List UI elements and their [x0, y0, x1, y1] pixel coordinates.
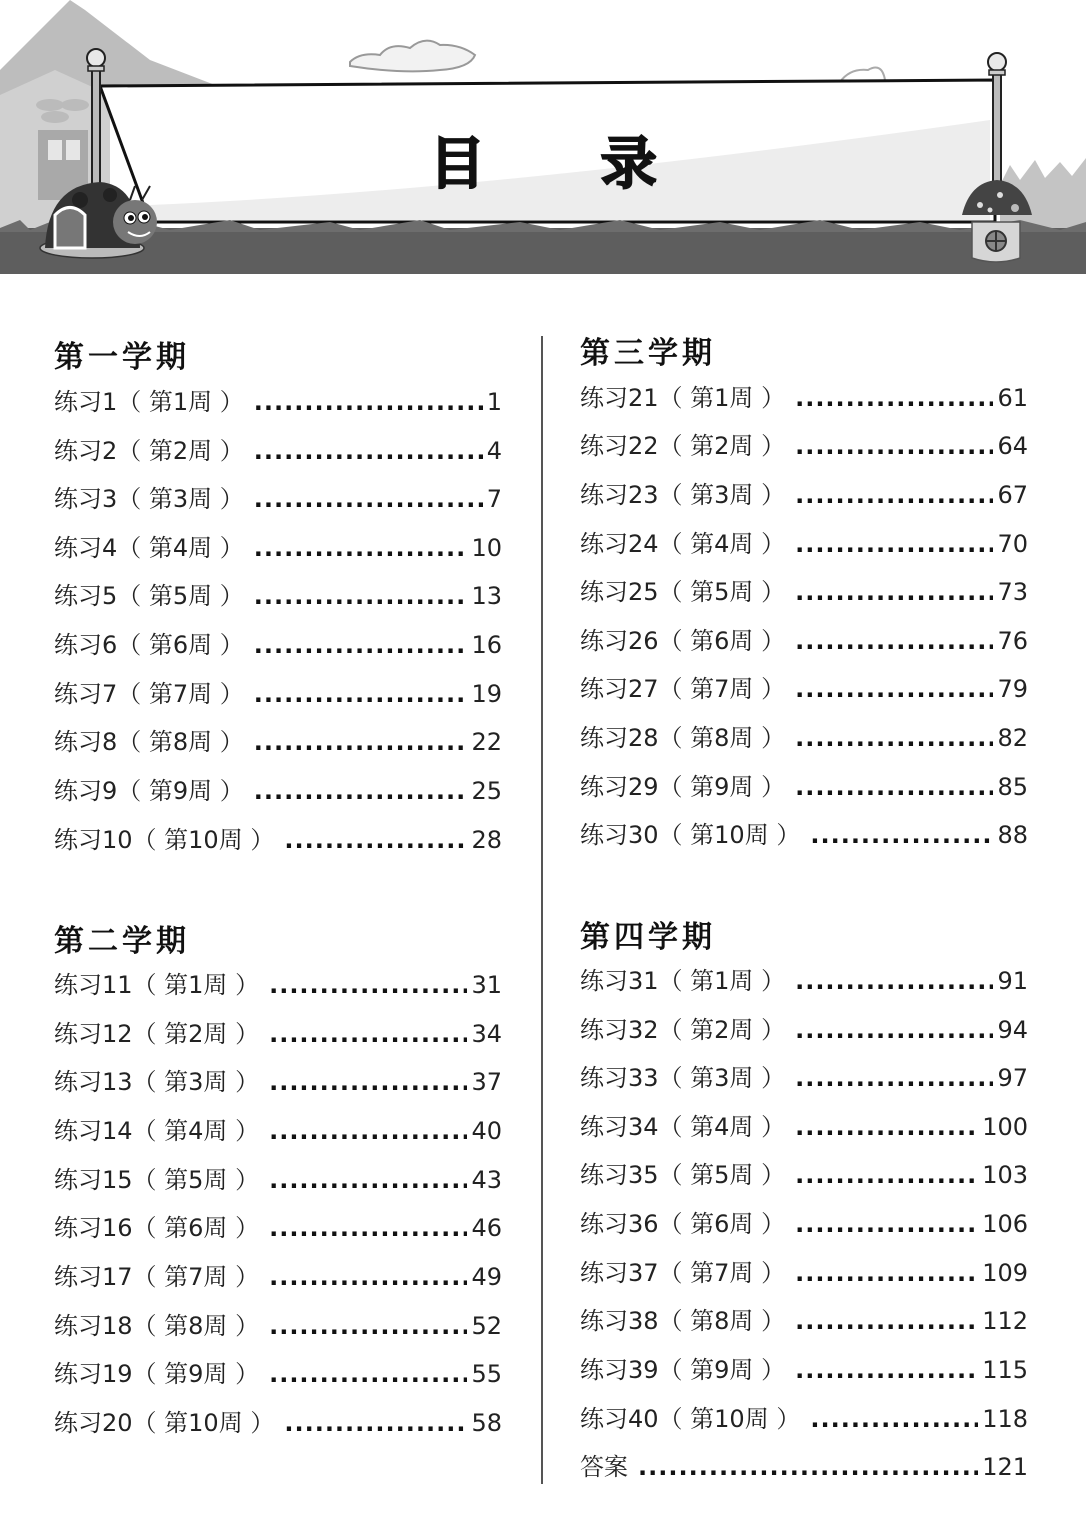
toc-entry[interactable] [54, 965, 502, 1005]
dot-leader [269, 1263, 467, 1291]
toc-entry[interactable] [580, 718, 1028, 758]
page-number: 13 [471, 582, 502, 610]
toc-entry[interactable] [54, 576, 502, 616]
dot-leader [269, 1312, 467, 1340]
dot-leader [795, 1210, 978, 1238]
toc-entry[interactable] [54, 820, 502, 860]
dot-leader [795, 481, 993, 509]
entry-label: 练习20（ 第10周 ） [54, 1409, 275, 1437]
dot-leader [254, 582, 468, 610]
page-number: 94 [997, 1016, 1028, 1044]
entry-label: 练习17（ 第7周 ） [54, 1263, 260, 1291]
toc-entry[interactable] [580, 572, 1028, 612]
page-number: 37 [471, 1068, 502, 1096]
toc-entry[interactable] [580, 669, 1028, 709]
entry-label: 练习32（ 第2周 ） [580, 1016, 786, 1044]
dot-leader [795, 1259, 978, 1287]
entry-label: 练习37（ 第7周 ） [580, 1259, 786, 1287]
toc-entry[interactable] [580, 1058, 1028, 1098]
entry-label: 练习8（ 第8周 ） [54, 728, 244, 756]
entry-label: 练习6（ 第6周 ） [54, 631, 244, 659]
column-divider [541, 336, 543, 1484]
page-number: 61 [997, 384, 1028, 412]
page-number: 46 [471, 1214, 502, 1242]
toc-entry[interactable] [54, 1014, 502, 1054]
entry-label: 练习31（ 第1周 ） [580, 967, 786, 995]
page-number: 115 [982, 1356, 1028, 1384]
dot-leader [269, 1068, 467, 1096]
toc-entry[interactable] [54, 479, 502, 519]
dot-leader [795, 773, 993, 801]
entry-label: 练习16（ 第6周 ） [54, 1214, 260, 1242]
page-number: 88 [997, 821, 1028, 849]
toc-entry[interactable] [580, 1010, 1028, 1050]
toc-entry[interactable] [54, 1306, 502, 1346]
entry-label: 练习22（ 第2周 ） [580, 432, 786, 460]
toc-entry[interactable] [54, 1111, 502, 1151]
dot-leader [284, 826, 467, 854]
toc-entry[interactable] [580, 1155, 1028, 1195]
page-number: 64 [997, 432, 1028, 460]
entry-label: 练习24（ 第4周 ） [580, 530, 786, 558]
entry-label: 练习40（ 第10周 ） [580, 1405, 801, 1433]
entry-label: 练习13（ 第3周 ） [54, 1068, 260, 1096]
dot-leader [810, 821, 993, 849]
toc-entry[interactable] [580, 1107, 1028, 1147]
entry-label: 练习33（ 第3周 ） [580, 1064, 786, 1092]
dot-leader [795, 432, 993, 460]
entry-label: 练习27（ 第7周 ） [580, 675, 786, 703]
toc-entry[interactable] [54, 722, 502, 762]
entry-label: 练习30（ 第10周 ） [580, 821, 801, 849]
section-title: 第一学期 [54, 340, 190, 375]
entry-label: 练习34（ 第4周 ） [580, 1113, 786, 1141]
entry-label: 练习14（ 第4周 ） [54, 1117, 260, 1145]
entry-label: 练习7（ 第7周 ） [54, 680, 244, 708]
dot-leader [795, 1161, 978, 1189]
page-number: 73 [997, 578, 1028, 606]
toc-entry[interactable] [580, 1301, 1028, 1341]
dot-leader [795, 1307, 978, 1335]
toc-entry[interactable] [54, 1208, 502, 1248]
toc-entry[interactable] [580, 961, 1028, 1001]
dot-leader [795, 1356, 978, 1384]
toc-entry[interactable] [580, 378, 1028, 418]
dot-leader [254, 777, 468, 805]
entry-label: 练习11（ 第1周 ） [54, 971, 260, 999]
toc-entry[interactable] [54, 674, 502, 714]
toc-entry[interactable] [54, 1354, 502, 1394]
dot-leader [254, 437, 483, 465]
toc-entry[interactable] [54, 528, 502, 568]
toc-entry[interactable] [580, 621, 1028, 661]
page-number: 19 [471, 680, 502, 708]
page-number: 76 [997, 627, 1028, 655]
toc-entry[interactable] [580, 1204, 1028, 1244]
page-number: 85 [997, 773, 1028, 801]
dot-leader [795, 967, 993, 995]
entry-label: 练习5（ 第5周 ） [54, 582, 244, 610]
dot-leader [795, 675, 993, 703]
dot-leader [795, 578, 993, 606]
cloud-illustration [350, 41, 475, 72]
entry-label: 练习3（ 第3周 ） [54, 485, 244, 513]
page-number: 79 [997, 675, 1028, 703]
page-number: 67 [997, 481, 1028, 509]
toc-entry[interactable] [580, 767, 1028, 807]
dot-leader [795, 530, 993, 558]
toc-entry[interactable] [54, 382, 502, 422]
page-number: 34 [471, 1020, 502, 1048]
page-number: 70 [997, 530, 1028, 558]
dot-leader [795, 1064, 993, 1092]
page-number: 121 [982, 1453, 1028, 1481]
page-number: 1 [486, 388, 502, 416]
entry-label: 练习21（ 第1周 ） [580, 384, 786, 412]
page-number: 7 [486, 485, 502, 513]
entry-label: 练习28（ 第8周 ） [580, 724, 786, 752]
entry-label: 练习23（ 第3周 ） [580, 481, 786, 509]
page-number: 112 [982, 1307, 1028, 1335]
toc-entry[interactable] [580, 524, 1028, 564]
toc-entry[interactable] [54, 771, 502, 811]
page-title: 目 录 [429, 132, 705, 197]
page-number: 31 [471, 971, 502, 999]
page-number: 118 [982, 1405, 1028, 1433]
page-number: 109 [982, 1259, 1028, 1287]
toc-entry-answers[interactable] [580, 1447, 1028, 1487]
toc-entry[interactable] [54, 1160, 502, 1200]
page-number: 103 [982, 1161, 1028, 1189]
dot-leader [269, 1166, 467, 1194]
dot-leader [254, 680, 468, 708]
entry-label: 练习9（ 第9周 ） [54, 777, 244, 805]
entry-label: 练习15（ 第5周 ） [54, 1166, 260, 1194]
toc-entry[interactable] [580, 815, 1028, 855]
page-number: 16 [471, 631, 502, 659]
dot-leader [795, 724, 993, 752]
dot-leader [810, 1405, 978, 1433]
grass-ground [0, 228, 1086, 274]
entry-label: 答案 [580, 1453, 628, 1481]
dot-leader [254, 388, 483, 416]
dot-leader [269, 1117, 467, 1145]
page-number: 28 [471, 826, 502, 854]
page-number: 52 [471, 1312, 502, 1340]
entry-label: 练习18（ 第8周 ） [54, 1312, 260, 1340]
section-title: 第二学期 [54, 924, 190, 959]
entry-label: 练习39（ 第9周 ） [580, 1356, 786, 1384]
dot-leader [254, 631, 468, 659]
entry-label: 练习19（ 第9周 ） [54, 1360, 260, 1388]
toc-entry[interactable] [580, 1350, 1028, 1390]
toc-entry[interactable] [580, 475, 1028, 515]
toc-entry[interactable] [580, 1399, 1028, 1439]
dot-leader [269, 971, 467, 999]
page-number: 49 [471, 1263, 502, 1291]
dot-leader [795, 384, 993, 412]
page-number: 100 [982, 1113, 1028, 1141]
header-banner [0, 0, 1086, 274]
toc-entry[interactable] [54, 1062, 502, 1102]
dot-leader [269, 1360, 467, 1388]
page-number: 22 [471, 728, 502, 756]
entry-label: 练习10（ 第10周 ） [54, 826, 275, 854]
dot-leader [269, 1214, 467, 1242]
section-title: 第三学期 [580, 336, 716, 371]
entry-label: 练习26（ 第6周 ） [580, 627, 786, 655]
toc-entry[interactable] [54, 1257, 502, 1297]
dot-leader [254, 728, 468, 756]
toc-entry[interactable] [54, 1403, 502, 1443]
section-title: 第四学期 [580, 920, 716, 955]
page-number: 55 [471, 1360, 502, 1388]
dot-leader [795, 627, 993, 655]
page-number: 58 [471, 1409, 502, 1437]
page-number: 106 [982, 1210, 1028, 1238]
dot-leader [269, 1020, 467, 1048]
page-number: 4 [486, 437, 502, 465]
toc-entry[interactable] [54, 625, 502, 665]
page-number: 97 [997, 1064, 1028, 1092]
entry-label: 练习2（ 第2周 ） [54, 437, 244, 465]
toc-entry[interactable] [54, 431, 502, 471]
entry-label: 练习35（ 第5周 ） [580, 1161, 786, 1189]
entry-label: 练习38（ 第8周 ） [580, 1307, 786, 1335]
entry-label: 练习29（ 第9周 ） [580, 773, 786, 801]
entry-label: 练习12（ 第2周 ） [54, 1020, 260, 1048]
toc-entry[interactable] [580, 426, 1028, 466]
dot-leader [284, 1409, 467, 1437]
entry-label: 练习4（ 第4周 ） [54, 534, 244, 562]
page-number: 40 [471, 1117, 502, 1145]
entry-label: 练习25（ 第5周 ） [580, 578, 786, 606]
page-number: 82 [997, 724, 1028, 752]
page-number: 91 [997, 967, 1028, 995]
dot-leader [254, 485, 483, 513]
entry-label: 练习1（ 第1周 ） [54, 388, 244, 416]
toc-entry[interactable] [580, 1253, 1028, 1293]
dot-leader [795, 1016, 993, 1044]
dot-leader [254, 534, 468, 562]
entry-label: 练习36（ 第6周 ） [580, 1210, 786, 1238]
dot-leader [795, 1113, 978, 1141]
dot-leader [638, 1453, 978, 1481]
page-number: 10 [471, 534, 502, 562]
page-number: 25 [471, 777, 502, 805]
page-number: 43 [471, 1166, 502, 1194]
